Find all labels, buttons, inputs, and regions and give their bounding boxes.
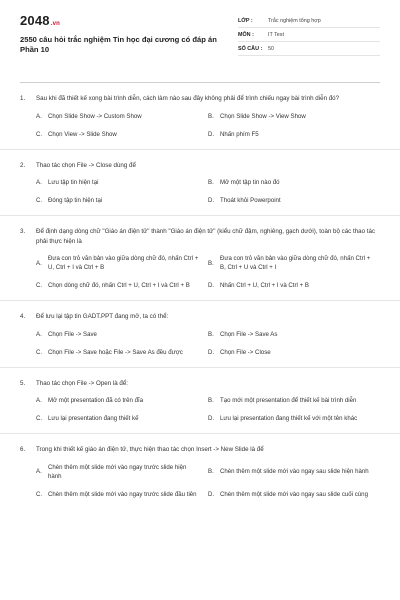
answer-letter: C. — [36, 282, 43, 289]
question-head — [20, 445, 380, 455]
answer-option-c[interactable] — [36, 196, 208, 205]
answer-letter: D. — [208, 415, 215, 422]
answer-letter: C. — [36, 197, 43, 204]
question-number: 5. — [20, 379, 26, 387]
meta-value: IT Test — [268, 31, 284, 38]
question-text: Để định dạng dòng chữ "Giáo án điện tử" thành "Giáo án điện tử" (kiểu chữ đậm, nghiêng, gạch dưới), toàn bộ các thao tác phải thực hiện là — [36, 228, 376, 245]
answer-option-a[interactable] — [36, 330, 208, 339]
question-number: 2. — [20, 161, 26, 169]
answer-letter: B. — [208, 330, 214, 338]
answer-option-d[interactable] — [208, 490, 380, 499]
answer-option-d[interactable] — [208, 414, 380, 423]
meta-table — [238, 14, 380, 56]
logo-main: 2048 — [20, 13, 50, 28]
answer-text: Chọn Slide Show -> View Show — [220, 112, 306, 120]
answer-option-b[interactable] — [208, 178, 380, 187]
answer-option-d[interactable] — [208, 130, 380, 139]
answer-text: Chọn File -> Save As — [220, 330, 278, 338]
answer-letter: A. — [36, 397, 42, 404]
question-number: 6. — [20, 446, 26, 453]
answer-letter: A. — [36, 468, 42, 475]
answer-text: Lưu lại presentation đang thiết kế — [48, 415, 139, 422]
question-head — [20, 94, 380, 104]
answer-option-c[interactable] — [36, 414, 208, 423]
question-text: Thao tác chọn File -> Close dùng để — [36, 161, 136, 169]
answer-option-a[interactable] — [36, 178, 208, 187]
meta-key: LỚP : — [238, 17, 253, 24]
question-number: 1. — [20, 95, 26, 102]
answer-option-c[interactable] — [36, 281, 208, 290]
answer-text: Nhấn Ctrl + U, Ctrl + I và Ctrl + B — [220, 282, 309, 289]
answer-option-c[interactable] — [36, 490, 208, 499]
answer-letter: A. — [36, 179, 42, 186]
header-divider — [20, 82, 380, 83]
header-left — [20, 14, 230, 55]
question-head — [20, 312, 380, 322]
answer-grid — [36, 396, 380, 423]
answer-letter: D. — [208, 490, 215, 498]
question-number: 3. — [20, 228, 26, 235]
question-head — [20, 379, 380, 389]
answer-letter: D. — [208, 282, 215, 289]
answer-letter: B. — [208, 179, 214, 186]
answer-letter: C. — [36, 130, 43, 138]
answer-grid — [36, 463, 380, 499]
answer-option-a[interactable] — [36, 112, 208, 121]
answer-option-d[interactable] — [208, 281, 380, 290]
question-separator — [0, 215, 400, 216]
answer-text: Chọn File -> Close — [220, 348, 271, 356]
answer-letter: A. — [36, 112, 42, 120]
answer-text: Chèn thêm một slide mới vào ngay sau slide hiện hành — [220, 468, 369, 475]
answer-option-d[interactable] — [208, 348, 380, 357]
answer-letter: B. — [208, 397, 214, 404]
answer-text: Chèn thêm một slide mới vào ngay trước slide đầu tiên — [48, 490, 197, 498]
meta-key: MÔN : — [238, 31, 254, 38]
answer-text: Mở một tập tin nào đó — [220, 179, 280, 186]
question-head — [20, 227, 380, 246]
answer-option-b[interactable] — [208, 112, 380, 121]
document-title: 2550 câu hỏi trắc nghiệm Tin học đại cương có đáp án Phần 10 — [20, 35, 217, 54]
answer-text: Đưa con trỏ văn bản vào giữa dòng chữ đó, nhấn Ctrl + U, Ctrl + I và Ctrl + B — [48, 255, 199, 271]
meta-row-subject — [238, 28, 380, 42]
answer-text: Chọn dòng chữ đó, nhấn Ctrl + U, Ctrl + I và Ctrl + B — [48, 282, 190, 289]
meta-row-count — [238, 42, 380, 56]
answer-text: Chọn Slide Show -> Custom Show — [48, 112, 142, 120]
answer-text: Lưu lại presentation đang thiết kế với một tên khác — [220, 415, 358, 422]
answer-letter: D. — [208, 130, 215, 138]
site-logo[interactable] — [20, 14, 230, 31]
answer-option-a[interactable] — [36, 463, 208, 481]
question-5 — [20, 379, 380, 435]
question-4 — [20, 312, 380, 368]
question-2 — [20, 161, 380, 217]
answer-letter: C. — [36, 490, 43, 498]
meta-row-class — [238, 14, 380, 28]
answer-grid — [36, 112, 380, 139]
question-text: Thao tác chọn File -> Open là để: — [36, 379, 129, 387]
question-separator — [0, 367, 400, 368]
answer-text: Chèn thêm một slide mới vào ngay sau slide cuối cùng — [220, 490, 368, 498]
logo-suffix: .vn — [50, 21, 61, 27]
answer-text: Chọn File -> Save hoặc File -> Save As đều được — [48, 348, 183, 356]
answer-letter: D. — [208, 348, 215, 356]
answer-text: Chọn File -> Save — [48, 330, 97, 338]
answer-option-b[interactable] — [208, 330, 380, 339]
answer-letter: C. — [36, 415, 43, 422]
question-separator — [0, 433, 400, 434]
answer-grid — [36, 178, 380, 205]
answer-option-d[interactable] — [208, 196, 380, 205]
answer-letter: B. — [208, 259, 214, 267]
answer-grid — [36, 330, 380, 357]
answer-letter: B. — [208, 468, 214, 475]
question-3 — [20, 227, 380, 301]
answer-letter: C. — [36, 348, 43, 356]
meta-value: 50 — [268, 45, 274, 52]
answer-text: Chọn View -> Slide Show — [48, 130, 117, 138]
answer-option-b[interactable] — [208, 254, 380, 272]
question-6 — [20, 445, 380, 499]
meta-key: SỐ CÂU : — [238, 45, 263, 52]
answer-letter: A. — [36, 259, 42, 267]
meta-value: Trắc nghiệm tổng hợp — [268, 17, 321, 24]
answer-grid — [36, 254, 380, 290]
answer-text: Nhấn phím F5 — [220, 130, 259, 138]
question-text: Trong khi thiết kế giáo án điện tử, thực hiện thao tác chọn Insert -> New Slide là để — [36, 446, 264, 453]
answer-option-b[interactable] — [208, 463, 380, 481]
answer-text: Chèn thêm một slide mới vào ngay trước slide hiện hành — [48, 463, 187, 480]
answer-option-c[interactable] — [36, 348, 208, 357]
question-text: Sau khi đã thiết kế xong bài trình diễn, cách làm nào sau đây không phải để trình chiếu ngay bài trình diễn đó? — [36, 95, 340, 102]
answer-text: Mở một presentation đã có trên đĩa — [48, 397, 144, 404]
answer-option-a[interactable] — [36, 396, 208, 405]
answer-letter: B. — [208, 112, 214, 120]
answer-letter: A. — [36, 330, 42, 338]
answer-option-a[interactable] — [36, 254, 208, 272]
question-number: 4. — [20, 313, 26, 320]
answer-text: Đưa con trỏ văn bản vào giữa dòng chữ đó, nhấn Ctrl + B, Ctrl + U và Ctrl + I — [220, 255, 371, 271]
question-head — [20, 161, 380, 171]
answer-text: Tạo mới một presentation để thiết kế bài trình diễn — [220, 397, 357, 404]
page-header — [20, 14, 380, 70]
answer-option-b[interactable] — [208, 396, 380, 405]
question-separator — [0, 300, 400, 301]
question-1 — [20, 94, 380, 150]
question-text: Để lưu lại tập tin GADT.PPT đang mở, ta có thể: — [36, 313, 169, 320]
answer-text: Đóng tập tin hiện tại — [48, 197, 103, 204]
answer-option-c[interactable] — [36, 130, 208, 139]
question-separator — [0, 149, 400, 150]
answer-text: Lưu tập tin hiện tại — [48, 179, 99, 186]
answer-letter: D. — [208, 197, 215, 204]
answer-text: Thoát khỏi Powerpoint — [220, 197, 281, 204]
